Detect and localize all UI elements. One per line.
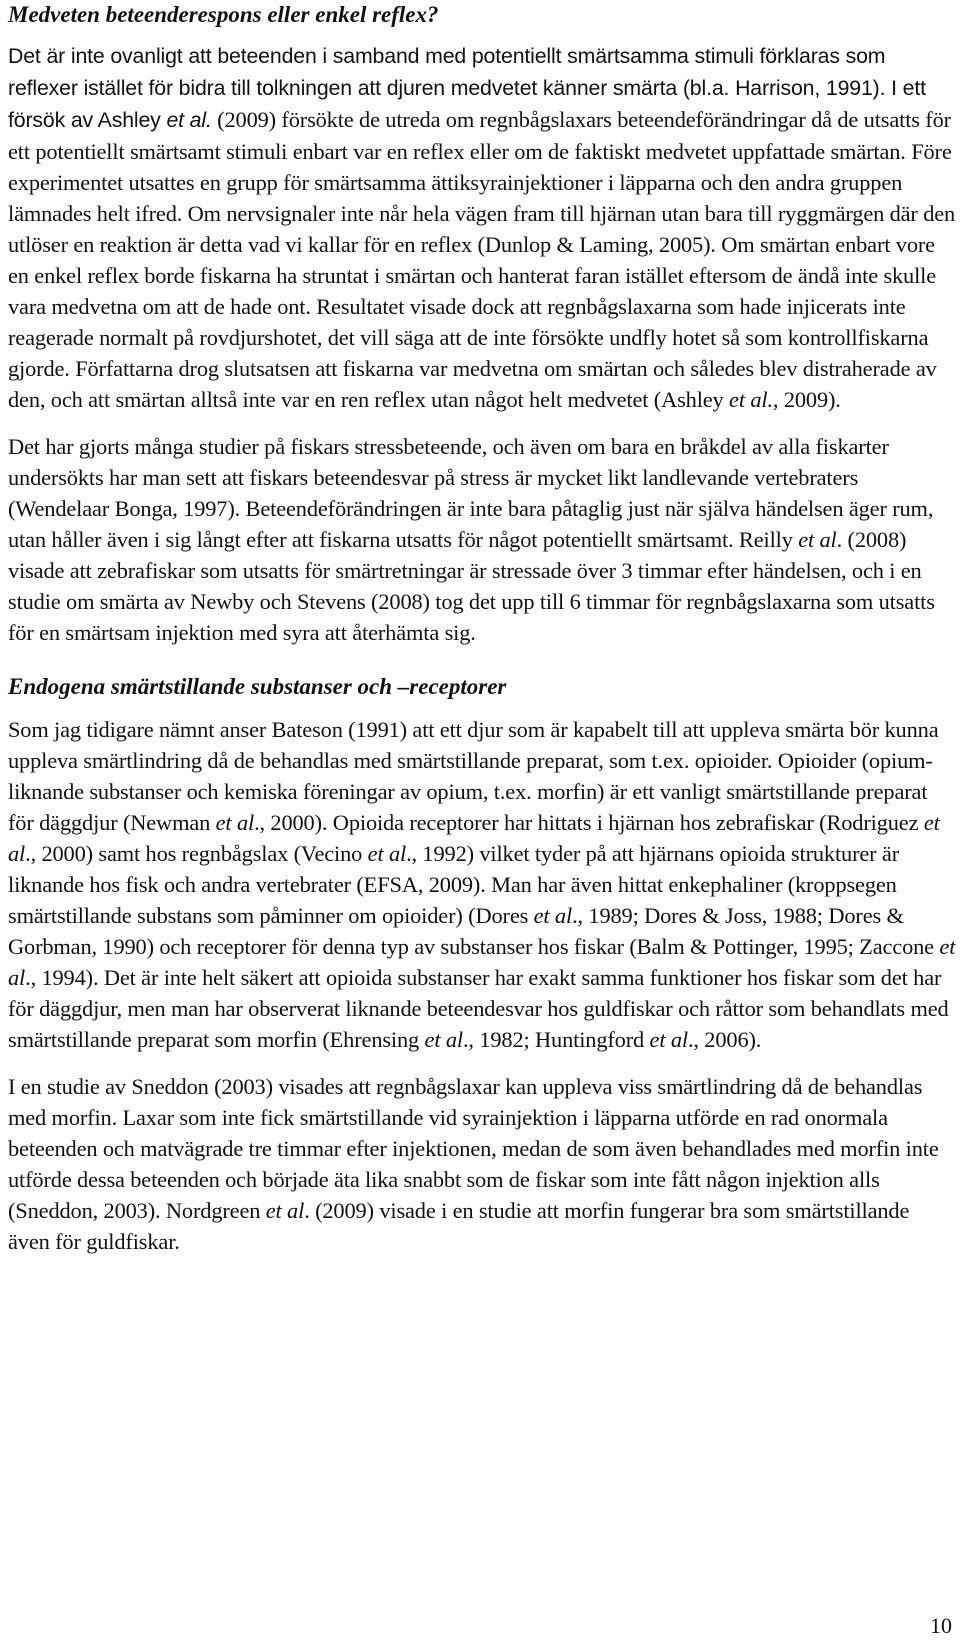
body-paragraph xyxy=(8,431,956,648)
citation-italic-text: et al xyxy=(533,903,573,928)
citation-italic-text: et al xyxy=(798,527,837,552)
citation-italic-text: et al xyxy=(215,810,255,835)
paragraph-text: ., 1994). Det är inte helt säkert att opioida substanser har exakt samma funktioner hos fiskar som det har för däggdjur, men man har observerat liknande beteendesvar hos guldfiskar och råttor som behandlats med smärtstillande preparat som morfin (Ehrensing xyxy=(8,965,949,1052)
page-content xyxy=(8,0,956,1273)
body-paragraph xyxy=(8,1071,956,1257)
paragraph-text: ., 1982; Huntingford xyxy=(462,1027,650,1052)
paragraph-text: ., 2006). xyxy=(687,1027,762,1052)
paragraph-text: I en studie av Sneddon (2003) visades att regnbågslaxar kan uppleva viss smärtlindring då de behandlas med morfin. Laxar som inte fick smärtstillande vid syrainjektion i läpparna utförde en rad onormala beteenden och matvägrade tre timmar efter injektionen, medan de som även behandlades med morfin inte utförde dessa beteenden och började äta lika snabbt som de fiskar som inte fått någon injektion alls (Sneddon, 2003). Nordgreen xyxy=(8,1074,939,1223)
paragraph-text: Det är inte ovanligt att beteenden i samband med potentiellt smärtsamma stimuli förklaras som reflexer istället för bidra till tolkningen att djuren medvetet känner smärta (bl.a. Harrison, 1991). I ett försök av Ashley xyxy=(8,44,926,132)
citation-italic-text: et al xyxy=(649,1027,688,1052)
body-paragraph xyxy=(8,40,956,415)
paragraph-text: ., 2000). Opioida receptorer har hittats i hjärnan hos zebrafiskar (Rodriguez xyxy=(254,810,924,835)
citation-italic-text: et al xyxy=(367,841,407,866)
paragraph-text: . (2008) visade att zebrafiskar som utsatts för smärtretningar är stressade över 3 timmar efter händelsen, och i en studie om smärta av Newby och Stevens (2008) tog det upp till 6 timmar för regnbågslaxarna som utsatts för en smärtsam injektion med syra att återhämta sig. xyxy=(8,527,935,645)
citation-italic-text: et al xyxy=(8,810,940,866)
paragraph-text: ., 1992) vilket tyder på att hjärnans opioida strukturer är liknande hos fisk och andra vertebrater (EFSA, 2009). Man har även hittat enkephaliner (kroppsegen smärtstillande substans som påminner om opioider) (Dores xyxy=(8,841,900,928)
section-heading: Medveten beteenderespons eller enkel reflex? xyxy=(8,2,439,27)
citation-italic-text: et al xyxy=(8,934,956,990)
citation-italic-text: et al., xyxy=(729,387,779,412)
citation-italic-text: et al xyxy=(424,1027,463,1052)
paragraph-text: (2009) försökte de utreda om regnbågslaxars beteendeförändringar då de utsatts för ett potentiellt smärtsamt stimuli enbart var en reflex eller om de faktiskt medvetet uppfattade smärtan. Före experimentet utsattes en grupp för smärtsamma ättiksyrainjektioner i läpparna och den andra gruppen lämnades helt ifred. Om nervsignaler inte når hela vägen fram till hjärnan utan bara till ryggmärgen där den utlöser en reaktion är detta vad vi kallar för en reflex (Dunlop & Laming, 2005). Om smärtan enbart vore en enkel reflex borde fiskarna ha struntat i smärtan och hanterat faran istället eftersom de ändå inte skulle vara medvetna om att de hade ont. Resultatet visade dock att regnbågslaxarna som hade injicerats inte reagerade normalt på rovdjurshotet, det vill säga att de inte försökte undfly hotet så som kontrollfiskarna gjorde. Författarna drog slutsatsen att fiskarna var medvetna om smärtan och således blev distraherade av den, och att smärtan alltså inte var en ren reflex utan något helt medvetet (Ashley xyxy=(8,107,956,412)
page-number: 10 xyxy=(930,1613,952,1638)
paragraph-text: . (2009) visade i en studie att morfin fungerar bra som smärtstillande även för guldfiskar. xyxy=(8,1198,910,1254)
paragraph-text: ., 1989; Dores & Joss, 1988; Dores & Gorbman, 1990) och receptorer för denna typ av substanser hos fiskar (Balm & Pottinger, 1995; Zaccone xyxy=(8,903,940,959)
section-heading: Endogena smärtstillande substanser och –receptorer xyxy=(8,674,507,699)
body-paragraph xyxy=(8,714,956,1055)
citation-italic-text: et al xyxy=(265,1198,305,1223)
paragraph-text: Det har gjorts många studier på fiskars stressbeteende, och även om bara en bråkdel av alla fiskarter undersökts har man sett att fiskars beteendesvar på stress är mycket likt landlevande vertebraters (Wendelaar Bonga, 1997). Beteendeförändringen är inte bara påtaglig just när själva händelsen äger rum, utan håller även i sig långt efter att fiskarna utsatts för något potentiellt smärtsamt. Reilly xyxy=(8,434,934,552)
paragraph-text: Som jag tidigare nämnt anser Bateson (1991) att ett djur som är kapabelt till att uppleva smärta bör kunna uppleva smärtlindring då de behandlas med smärtstillande preparat, som t.ex. opioider. Opioider (opium-liknande substanser och kemiska föreningar av opium, t.ex. morfin) är ett vanligt smärtstillande preparat för däggdjur (Newman xyxy=(8,717,939,835)
paragraph-text: ., 2000) samt hos regnbågslax (Vecino xyxy=(25,841,368,866)
citation-italic-text: et al. xyxy=(166,108,212,132)
paragraph-text: 2009). xyxy=(778,387,841,412)
